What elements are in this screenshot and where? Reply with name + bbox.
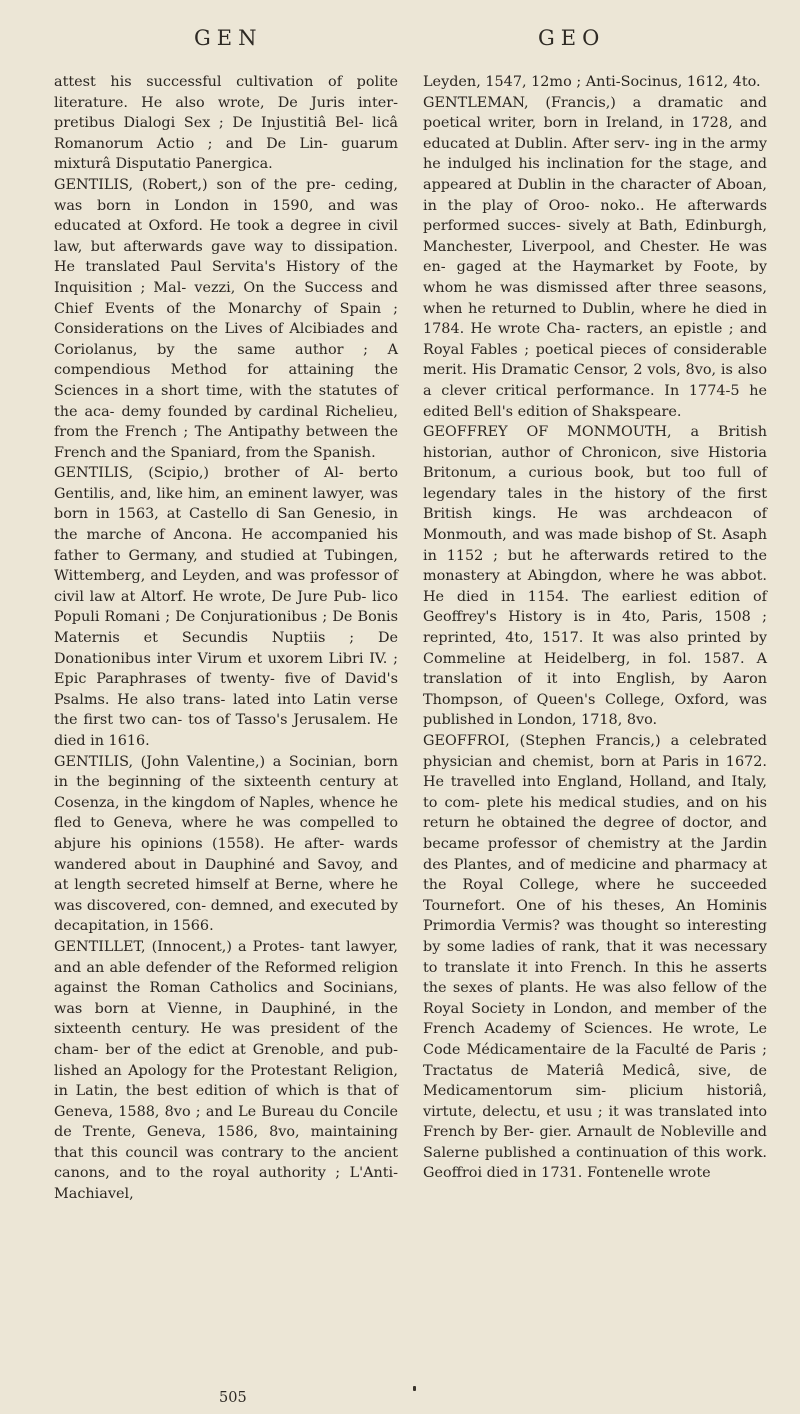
paragraph-continuation: attest his successful cultivation of polite literature. He also wrote, De Juris inter- pretibus Dialogi Sex ; De Injustitiâ Bel- licâ Romanorum Actio ; and De Lin- guarum mixturâ Disputatio Panergica.: [54, 74, 398, 173]
entry-gentillet-innocent: GENTILLET, (Innocent,) a Protes- tant lawyer, and an able defender of the Reformed religion against the Roman Catholics and Socinians, was born at Vienne, in Dauphiné, in the sixteenth century. He was president of the cham- ber of the edict at Grenoble, and pub- lished an Apology for the Protestant Religion, in Latin, the best edition of which is that of Geneva, 1588, 8vo ; and Le Bureau du Concile de Trente, Geneva, 1586, 8vo, maintaining that this council was contrary to the ancient canons, and to the royal authority ; L'Anti-Machiavel,: [54, 938, 398, 1203]
entry-gentleman-francis: GENTLEMAN, (Francis,) a dramatic and poetical writer, born in Ireland, in 1728, and educated at Dublin. After serv- ing in the army he indulged his inclination for the stage, and appeared at Dublin in the character of Aboan, in the play of Oroo- noko.. He afterwards performed succes- sively at Bath, Edinburgh, Manchester, Liverpool, and Chester. He was en- gaged at the Haymarket by Foote, by whom he was dismissed after three seasons, when he returned to Dublin, where he died in 1784. He wrote Cha- racters, an epistle ; and Royal Fables ; poetical pieces of considerable merit. His Dramatic Censor, 2 vols, 8vo, is also a clever critical performance. In 1774-5 he edited Bell's edition of Shakspeare.: [423, 94, 767, 420]
left-column: [54, 72, 398, 1205]
paragraph-continuation-right: Leyden, 1547, 12mo ; Anti-Socinus, 1612, 4to.: [423, 74, 761, 90]
ink-speck: [413, 1386, 416, 1391]
entry-gentilis-robert: GENTILIS, (Robert,) son of the pre- ceding, was born in London in 1590, and was educated at Oxford. He took a degree in civil law, but afterwards gave way to dissipation. He translated Paul Servita's History of the Inquisition ; Mal- vezzi, On the Success and Chief Events of the Monarchy of Spain ; Considerations on the Lives of Alcibiades and Coriolanus, by the same author ; A compendious Method for attaining the Sciences in a short time, with the statutes of the aca- demy founded by cardinal Richelieu, from the French ; The Antipathy between the French and the Spaniard, from the Spanish.: [54, 176, 398, 461]
running-head-left: GEN: [194, 26, 263, 50]
right-column: [423, 72, 767, 1184]
entry-gentilis-john-valentine: GENTILIS, (John Valentine,) a Socinian, born in the beginning of the sixteenth century at Cosenza, in the kingdom of Naples, whence he fled to Geneva, where he was compelled to abjure his opinions (1558). He after- wards wandered about in Dauphiné and Savoy, and at length secreted himself at Berne, where he was discovered, con- demned, and executed by decapitation, in 1566.: [54, 753, 398, 935]
entry-geoffrey-of-monmouth: GEOFFREY OF MONMOUTH, a British historian, author of Chronicon, sive Historia Britonum, a curious book, but too full of legendary tales in the history of the first British kings. He was archdeacon of Monmouth, and was made bishop of St. Asaph in 1152 ; but he afterwards retired to the monastery at Abingdon, where he was abbot. He died in 1154. The earliest edition of Geoffrey's History is in 4to, Paris, 1508 ; reprinted, 4to, 1517. It was also printed by Commeline at Heidelberg, in fol. 1587. A translation of it into English, by Aaron Thompson, of Queen's College, Oxford, was published in London, 1718, 8vo.: [423, 424, 767, 729]
running-head-right: GEO: [538, 26, 606, 50]
page-number: 505: [219, 1390, 247, 1406]
entry-gentilis-scipio: GENTILIS, (Scipio,) brother of Al- berto Gentilis, and, like him, an eminent lawyer, was born in 1563, at Castello di San Genesio, in the marche of Ancona. He accompanied his father to Germany, and studied at Tubingen, Wittemberg, and Leyden, and was professor of civil law at Altorf. He wrote, De Jure Pub- lico Populi Romani ; De Conjurationibus ; De Bonis Maternis et Secundis Nuptiis ; De Donationibus inter Virum et uxorem Libri IV. ; Epic Paraphrases of twenty- five of David's Psalms. He also trans- lated into Latin verse the first two can- tos of Tasso's Jerusalem. He died in 1616.: [54, 465, 398, 749]
entry-geoffroi-stephen-francis: GEOFFROI, (Stephen Francis,) a celebrated physician and chemist, born at Paris in 1672. He travelled into England, Holland, and Italy, to com- plete his medical studies, and on his return he obtained the degree of doctor, and became professor of chemistry at the Jardin des Plantes, and of medicine and pharmacy at the Royal College, where he succeeded Tournefort. One of his theses, An Hominis Primordia Vermis? was thought so interesting by some ladies of rank, that it was necessary to translate it into French. In this he asserts the sexes of plants. He was also fellow of the Royal Society in London, and member of the French Academy of Sciences. He wrote, Le Code Médicamentaire de la Faculté de Paris ; Tractatus de Materiâ Medicâ, sive, de Medicamentorum sim- plicium historiâ, virtute, delectu, et usu ; it was translated into French by Ber- gier. Arnault de Nobleville and Salerne published a continuation of this work. Geoffroi died in 1731. Fontenelle wrote: [423, 733, 767, 1182]
